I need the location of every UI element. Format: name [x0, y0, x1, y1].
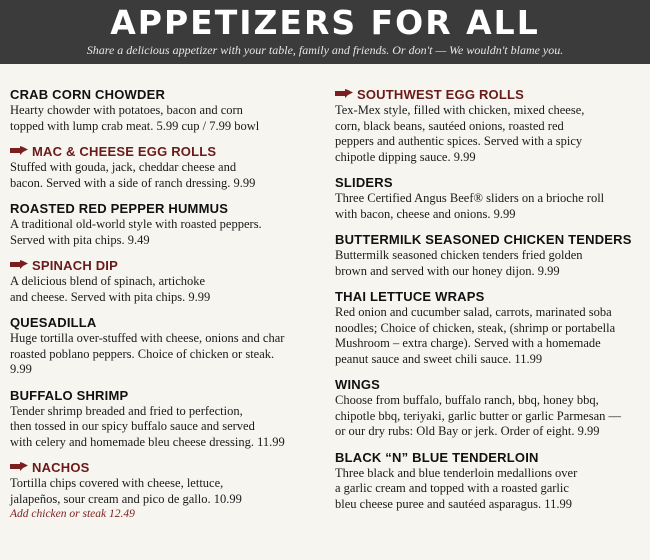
- desc-line: 9.99: [10, 362, 32, 376]
- desc-line: bleu cheese puree and sautéed asparagus. 11.99: [335, 496, 572, 511]
- menu-item-chicken-tenders: [335, 231, 640, 279]
- desc-line: A delicious blend of spinach, artichoke: [10, 274, 206, 288]
- item-desc: [10, 103, 310, 134]
- item-title-text: NACHOS: [32, 460, 90, 475]
- item-desc: [10, 274, 310, 305]
- desc-line: Stuffed with gouda, jack, cheddar cheese and: [10, 160, 237, 174]
- item-desc: [335, 305, 640, 367]
- item-title: [10, 257, 310, 274]
- menu-item-thai-lettuce-wraps: [335, 288, 640, 367]
- desc-line: Three Certified Angus Beef® sliders on a brioche roll: [335, 191, 605, 205]
- desc-line: noodles; Choice of chicken, steak, (shrimp or portabella: [335, 320, 616, 335]
- item-title: QUESADILLA: [10, 315, 97, 330]
- item-desc: [10, 404, 310, 451]
- item-desc: [10, 331, 310, 378]
- menu-item-sliders: [335, 174, 640, 222]
- desc-line: roasted poblano peppers. Choice of chicken or steak.: [10, 346, 275, 361]
- item-title: [10, 143, 310, 160]
- desc-line: Buttermilk seasoned chicken tenders fried golden: [335, 248, 583, 262]
- menu-item-nachos: [10, 459, 310, 521]
- desc-line: A traditional old-world style with roasted peppers.: [10, 217, 262, 231]
- item-title: BUTTERMILK SEASONED CHICKEN TENDERS: [335, 232, 632, 247]
- pointing-hand-icon: [10, 462, 28, 471]
- desc-line: with bacon, cheese and onions. 9.99: [335, 206, 516, 221]
- item-desc: [10, 217, 310, 248]
- desc-line: Hearty chowder with potatoes, bacon and corn: [10, 103, 243, 117]
- desc-line: Tortilla chips covered with cheese, lettuce,: [10, 476, 224, 490]
- add-on-note: Add chicken or steak 12.49: [10, 508, 135, 520]
- menu-item-southwest-egg-rolls: [335, 86, 640, 165]
- pointing-hand-icon: [10, 260, 28, 269]
- menu-item-wings: [335, 376, 640, 440]
- menu-item-buffalo-shrimp: [10, 387, 310, 451]
- item-title: SLIDERS: [335, 175, 393, 190]
- desc-line: topped with lump crab meat. 5.99 cup / 7.99 bowl: [10, 118, 260, 133]
- menu-item-black-n-blue-tenderloin: [335, 449, 640, 513]
- desc-line: and cheese. Served with pita chips. 9.99: [10, 289, 211, 304]
- item-desc: [335, 248, 640, 279]
- menu-item-mac-cheese-egg-rolls: [10, 143, 310, 191]
- item-desc: [335, 191, 640, 222]
- item-title: BLACK “N” BLUE TENDERLOIN: [335, 449, 539, 465]
- pointing-hand-icon: [10, 146, 28, 155]
- item-title: THAI LETTUCE WRAPS: [335, 289, 485, 304]
- menu-item-roasted-red-pepper-hummus: [10, 200, 310, 248]
- page-subtitle: Share a delicious appetizer with your table, family and friends. Or don't — We wouldn't blame you.: [86, 43, 564, 57]
- desc-line: Mushroom – extra charge). Served with a homemade: [335, 336, 601, 350]
- item-title: [335, 86, 640, 103]
- desc-line: peanut sauce and sweet chili sauce. 11.99: [335, 351, 543, 366]
- item-desc: [335, 393, 640, 440]
- item-desc: [10, 476, 310, 507]
- pointing-hand-icon: [335, 89, 353, 98]
- item-desc: [335, 103, 640, 165]
- desc-line: Choose from buffalo, buffalo ranch, bbq, honey bbq,: [335, 393, 599, 407]
- desc-line: Served with pita chips. 9.49: [10, 232, 150, 247]
- desc-line: brown and served with our honey dijon. 9.99: [335, 263, 560, 278]
- desc-line: Tex-Mex style, filled with chicken, mixed cheese,: [335, 103, 585, 117]
- desc-line: Tender shrimp breaded and fried to perfection,: [10, 403, 243, 418]
- item-title: CRAB CORN CHOWDER: [10, 87, 166, 102]
- desc-line: bacon. Served with a side of ranch dressing. 9.99: [10, 175, 256, 190]
- desc-line: Huge tortilla over-stuffed with cheese, onions and char: [10, 331, 285, 345]
- item-title: [10, 459, 310, 476]
- desc-line: or our dry rubs: Old Bay or jerk. Order of eight. 9.99: [335, 424, 600, 438]
- desc-line: corn, black beans, sautéed onions, roasted red: [335, 118, 564, 133]
- page-title: APPETIZERS FOR ALL: [110, 3, 540, 42]
- left-column: [10, 86, 310, 530]
- desc-line: chipotle dipping sauce. 9.99: [335, 149, 476, 164]
- item-title-text: MAC & CHEESE EGG ROLLS: [32, 144, 217, 159]
- desc-line: with celery and homemade bleu cheese dressing. 11.99: [10, 434, 285, 449]
- desc-line: a garlic cream and topped with a roasted garlic: [335, 481, 569, 495]
- item-title: WINGS: [335, 377, 381, 392]
- menu-header: [0, 0, 650, 64]
- menu-item-spinach-dip: [10, 257, 310, 305]
- desc-line: Three black and blue tenderloin medallions over: [335, 465, 578, 480]
- right-column: [335, 86, 640, 521]
- desc-line: chipotle bbq, teriyaki, garlic butter or garlic Parmesan —: [335, 408, 622, 423]
- item-title: BUFFALO SHRIMP: [10, 387, 129, 403]
- item-title-text: SPINACH DIP: [32, 258, 118, 273]
- desc-line: Red onion and cucumber salad, carrots, marinated soba: [335, 305, 612, 319]
- item-title-text: SOUTHWEST EGG ROLLS: [357, 87, 525, 102]
- desc-line: then tossed in our spicy buffalo sauce and served: [10, 419, 255, 433]
- menu-item-quesadilla: [10, 314, 310, 378]
- item-title: ROASTED RED PEPPER HUMMUS: [10, 201, 229, 216]
- item-desc: [10, 160, 310, 191]
- desc-line: peppers and authentic spices. Served with a spicy: [335, 134, 583, 148]
- desc-line: jalapeños, sour cream and pico de gallo. 10.99: [10, 491, 242, 506]
- menu-item-crab-corn-chowder: [10, 86, 310, 134]
- item-desc: [335, 466, 640, 513]
